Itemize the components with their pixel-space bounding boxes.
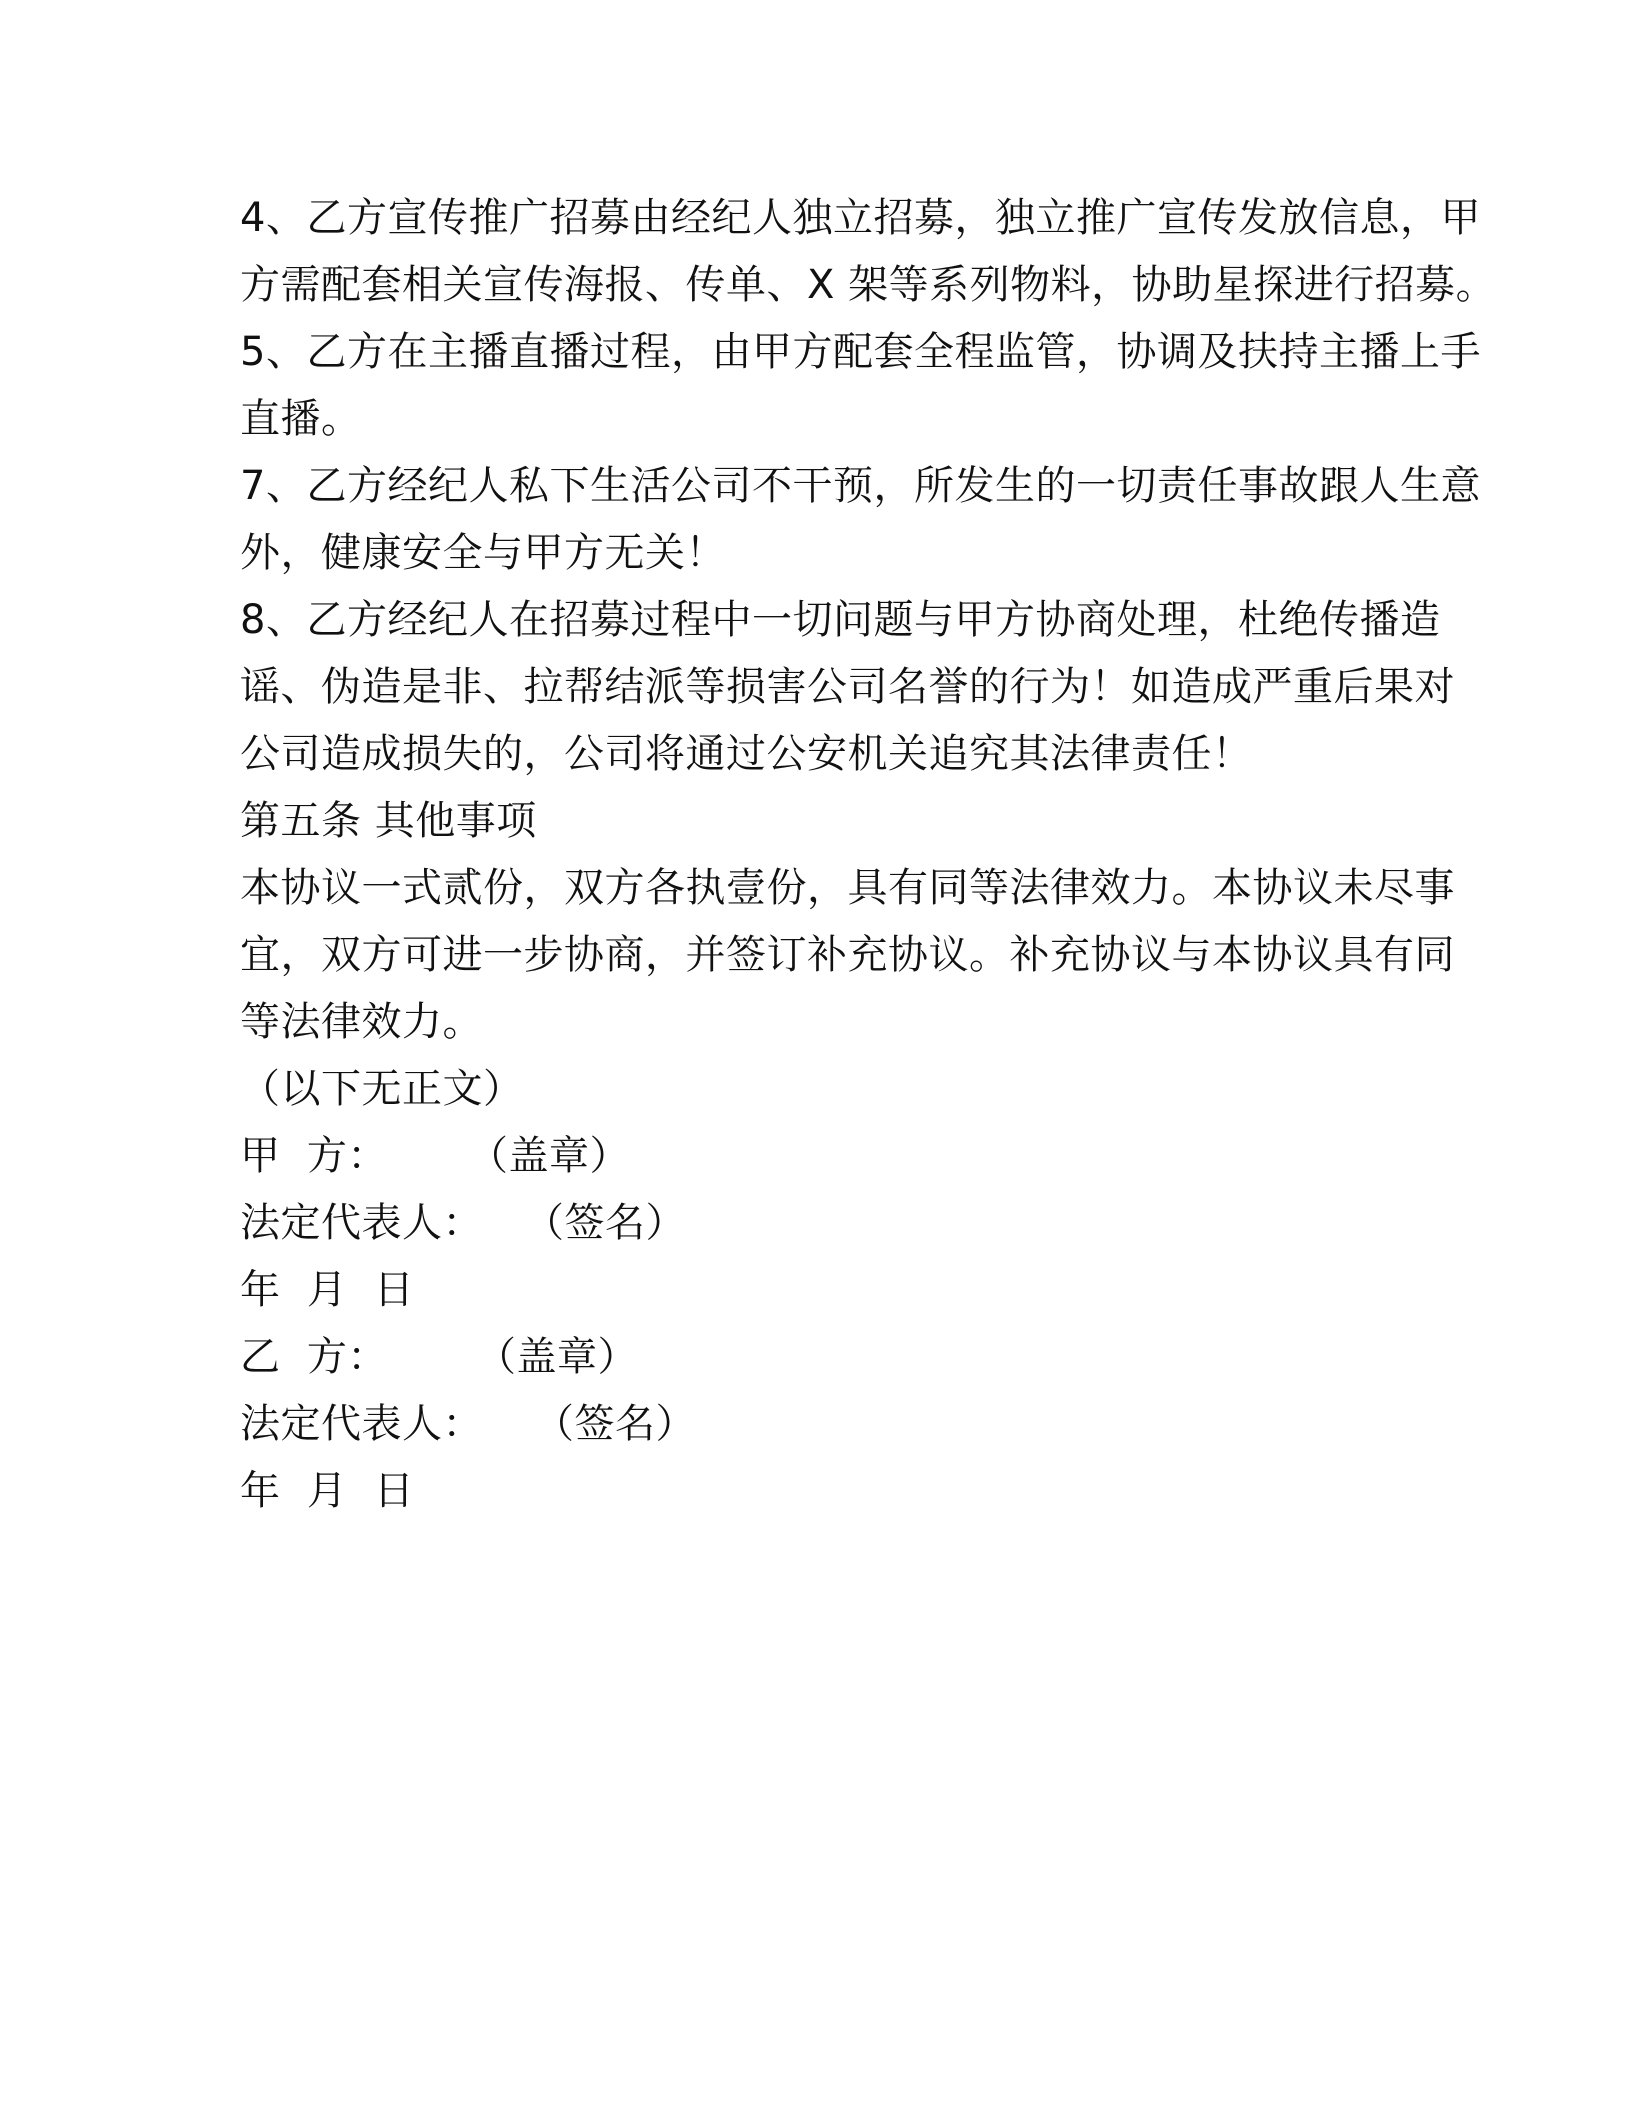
document-body xyxy=(240,185,1497,1525)
party-a-label: 甲 方： xyxy=(240,1133,388,1179)
text-line: 宜，双方可进一步协商，并签订补充协议。补充协议与本协议具有同 xyxy=(240,932,1455,978)
rep-b-sign-note: （签名） xyxy=(534,1401,696,1447)
text-line: 直播。 xyxy=(240,396,362,442)
text-line: 8、乙方经纪人在招募过程中一切问题与甲方协商处理，杜绝传播造 xyxy=(240,597,1441,643)
rep-a-sign-note: （签名） xyxy=(524,1200,686,1246)
date-b-row xyxy=(240,1458,1380,1525)
party-b-label: 乙 方： xyxy=(240,1334,388,1380)
clause-7 xyxy=(240,453,1481,587)
text-line: 4、乙方宣传推广招募由经纪人独立招募，独立推广宣传发放信息，甲 xyxy=(240,195,1481,241)
rep-b-label: 法定代表人： xyxy=(240,1401,483,1447)
text-line: 5、乙方在主播直播过程，由甲方配套全程监管，协调及扶持主播上手 xyxy=(240,329,1481,375)
party-a-seal-note: （盖章） xyxy=(468,1133,630,1179)
clause-8 xyxy=(240,587,1455,788)
party-b-seal-note: （盖章） xyxy=(476,1334,638,1380)
clause-4 xyxy=(240,185,1497,319)
party-b-row xyxy=(240,1324,1380,1391)
rep-a-row xyxy=(240,1190,1380,1257)
date-a-row xyxy=(240,1257,1380,1324)
text-line: 公司造成损失的，公司将通过公安机关追究其法律责任！ xyxy=(240,731,1253,777)
text-line: 本协议一式贰份，双方各执壹份，具有同等法律效力。本协议未尽事 xyxy=(240,865,1455,911)
text-line: 7、乙方经纪人私下生活公司不干预，所发生的一切责任事故跟人生意 xyxy=(240,463,1481,509)
text-line: 谣、伪造是非、拉帮结派等损害公司名誉的行为！如造成严重后果对 xyxy=(240,664,1455,710)
text-line: 外，健康安全与甲方无关！ xyxy=(240,530,726,576)
rep-b-row xyxy=(240,1391,1380,1458)
article-5-heading: 第五条 其他事项 xyxy=(240,798,537,844)
text-line: 方需配套相关宣传海报、传单、X 架等系列物料，协助星探进行招募。 xyxy=(240,262,1497,308)
party-a-row xyxy=(240,1123,1380,1190)
text-line: 等法律效力。 xyxy=(240,999,483,1045)
article-5-body xyxy=(240,855,1455,1056)
clause-5 xyxy=(240,319,1481,453)
date-b: 年 月 日 xyxy=(240,1468,415,1514)
end-note: （以下无正文） xyxy=(240,1066,524,1112)
date-a: 年 月 日 xyxy=(240,1267,415,1313)
rep-a-label: 法定代表人： xyxy=(240,1200,483,1246)
